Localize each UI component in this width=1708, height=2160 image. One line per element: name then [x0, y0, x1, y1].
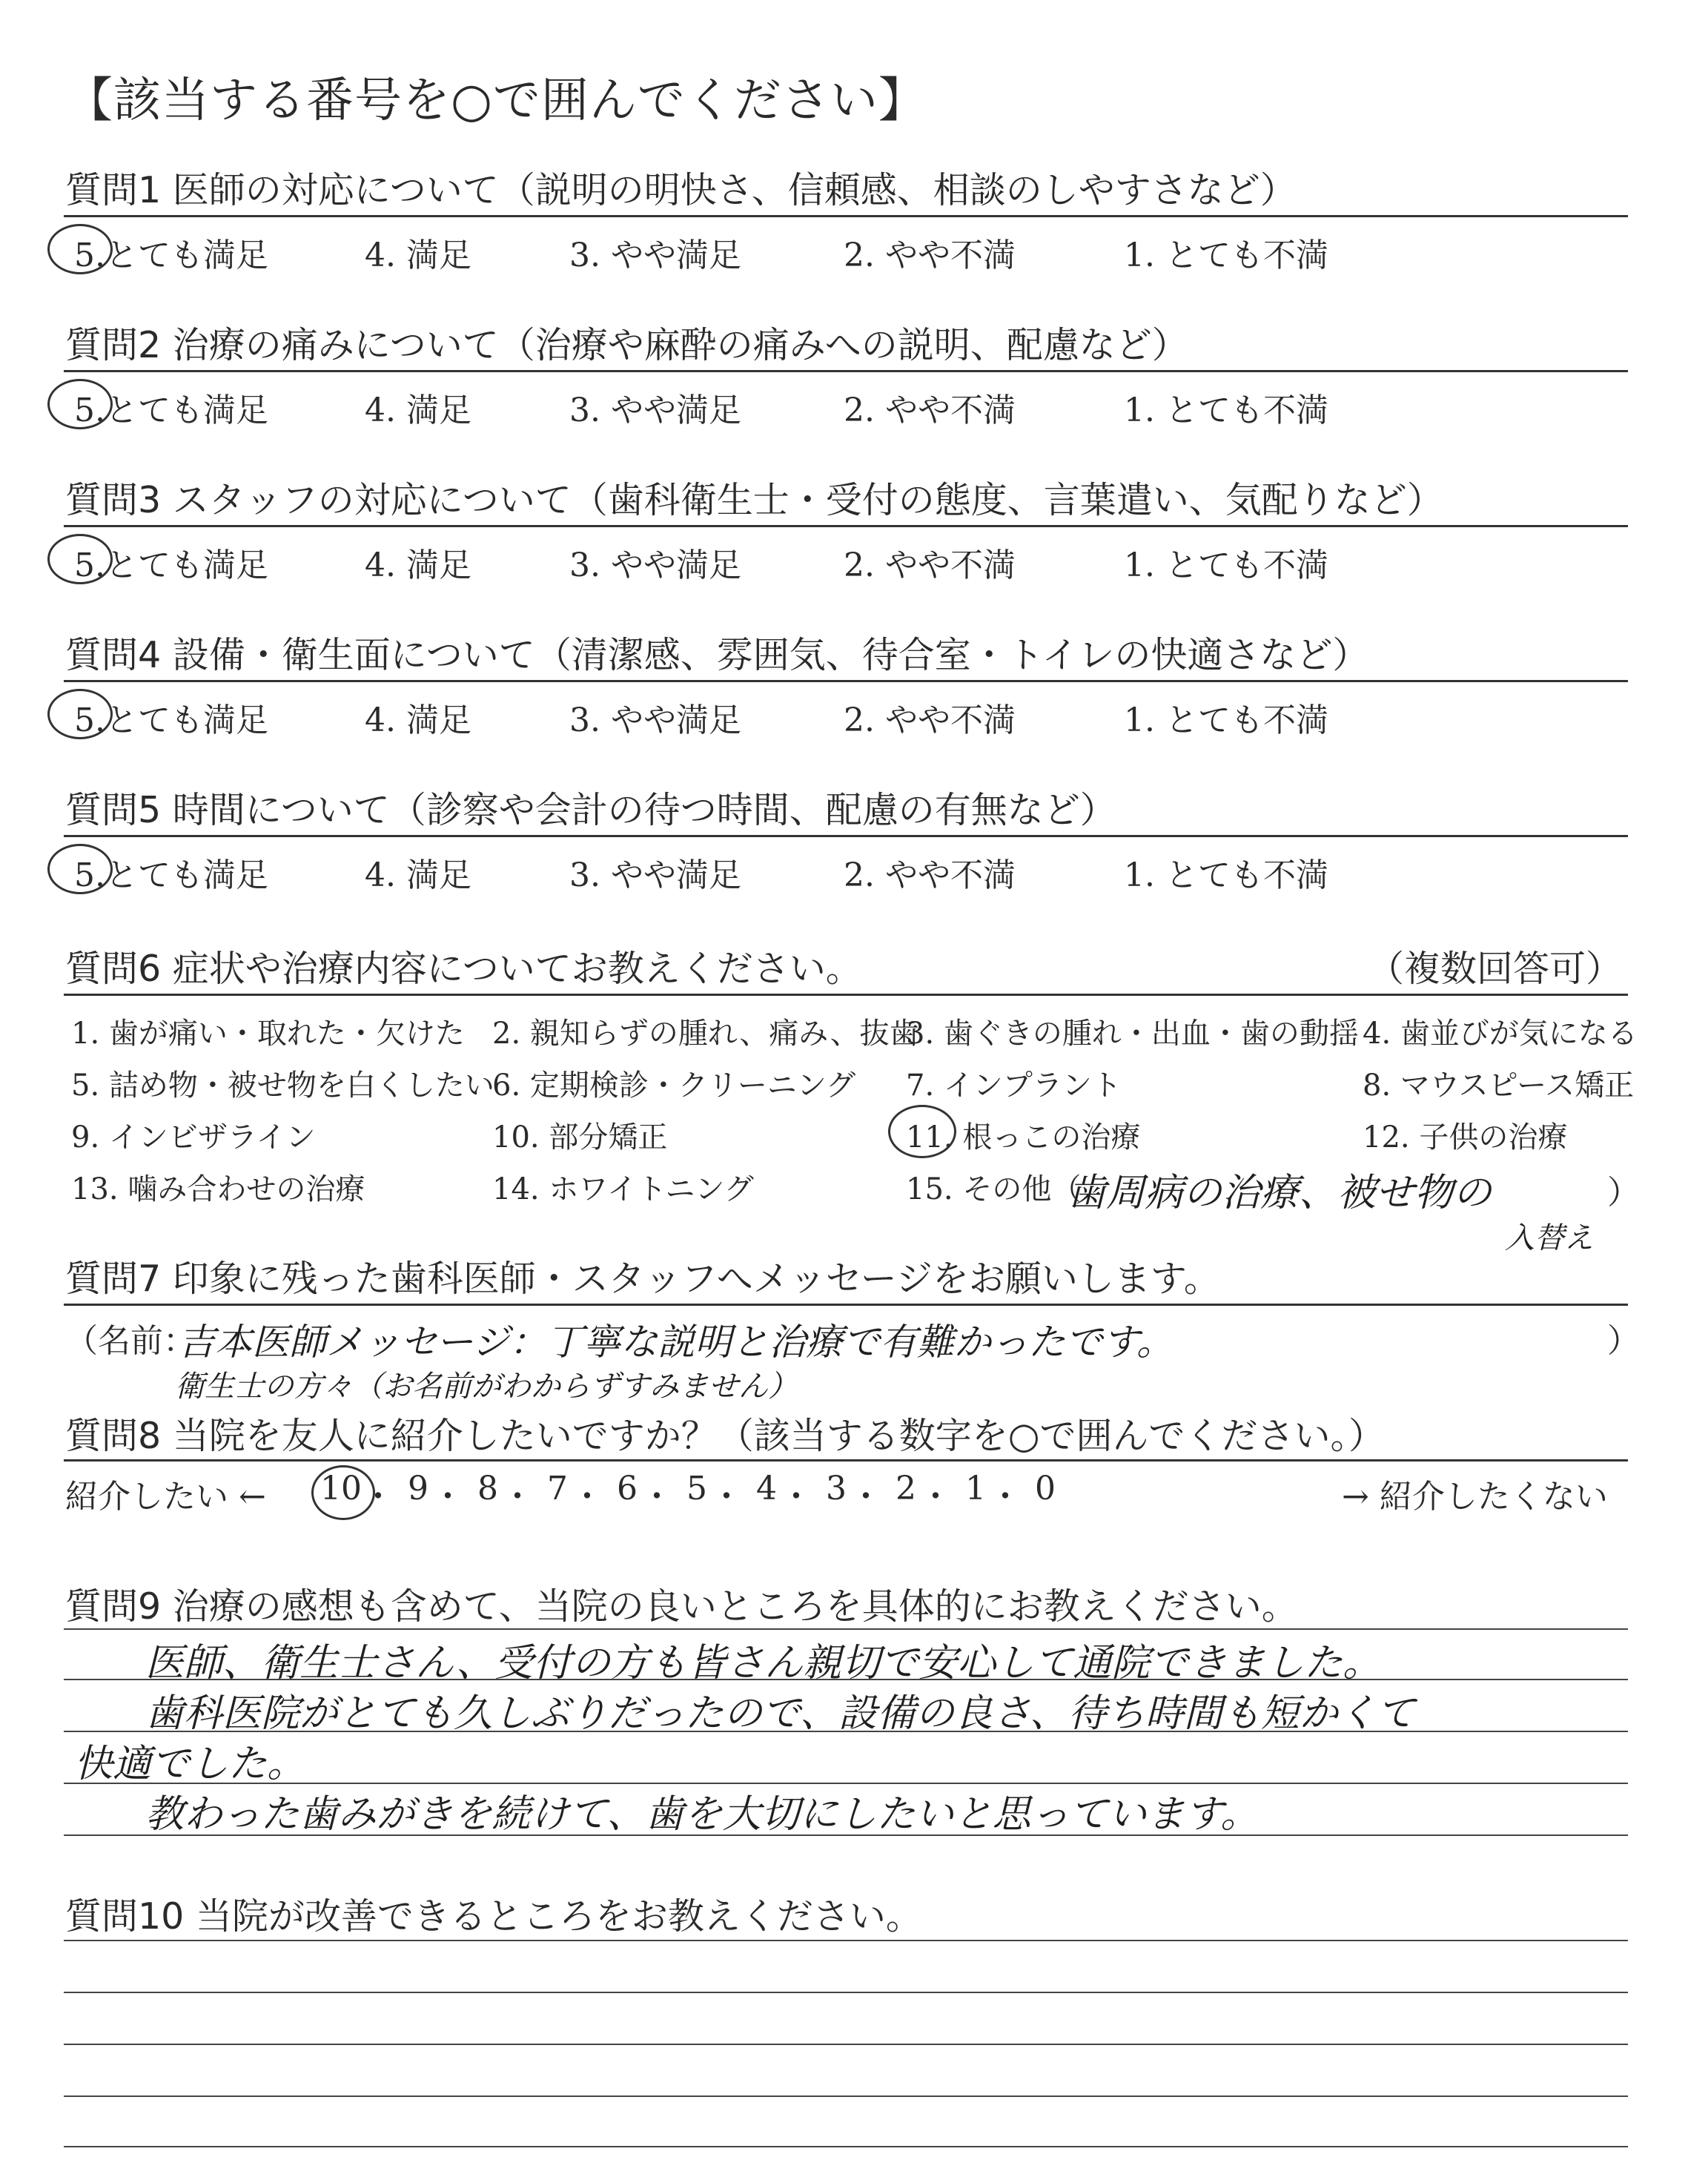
q4-rule [64, 680, 1628, 682]
q3-rule [64, 525, 1628, 527]
q10-rule [64, 2146, 1628, 2147]
q2-option-3[interactable]: 3. やや満足 [569, 392, 741, 429]
q8-scale-separator: ・ [640, 1478, 673, 1516]
q8-title: 質問8 当院を友人に紹介したいですか？（該当する数字を○で囲んでください。） [65, 1415, 1386, 1457]
q8-scale-separator: ・ [780, 1478, 812, 1516]
q6-title: 質問6 症状や治療内容についてお教えください。 [65, 948, 862, 990]
q2-option-4[interactable]: 4. 満足 [365, 392, 471, 429]
q6-option-7[interactable]: 7. インプラント [906, 1069, 1122, 1103]
q6-option-11[interactable]: 11. 根っこの治療 [906, 1120, 1141, 1155]
q10-rule [64, 1992, 1628, 1993]
q9-handwritten-line: 快適でした。 [74, 1742, 306, 1786]
q7-handwritten-line2: 衛生士の方々（お名前がわからずすみません） [175, 1370, 798, 1404]
q7-title: 質問7 印象に残った歯科医師・スタッフへメッセージをお願いします。 [65, 1258, 1220, 1300]
q5-selection-circle [47, 844, 113, 894]
q6-rule [64, 994, 1628, 996]
q4-selection-circle [47, 689, 113, 739]
q8-scale-separator: ・ [362, 1478, 394, 1516]
q10-rule [64, 2095, 1628, 2097]
q1-option-3[interactable]: 3. やや満足 [569, 237, 741, 274]
q5-rule [64, 835, 1628, 837]
q2-option-2[interactable]: 2. やや不満 [844, 392, 1016, 429]
q10-title: 質問10 当院が改善できるところをお教えください。 [65, 1895, 922, 1938]
q3-title: 質問3 スタッフの対応について（歯科衛生士・受付の態度、言葉遣い、気配りなど） [65, 479, 1443, 521]
q4-title: 質問4 設備・衛生面について（清潔感、雰囲気、待合室・トイレの快適さなど） [65, 634, 1369, 676]
q6-option-3[interactable]: 3. 歯ぐきの腫れ・出血・歯の動揺 [906, 1017, 1359, 1051]
q3-option-1[interactable]: 1. とても不満 [1124, 546, 1328, 584]
q9-rule [64, 1628, 1628, 1630]
q6-option-15[interactable]: 15. その他（ [906, 1172, 1082, 1206]
q6-option-4[interactable]: 4. 歯並びが気になる [1363, 1017, 1638, 1051]
q8-scale-separator: ・ [919, 1478, 952, 1516]
q9-handwritten-line: 教わった歯みがきを続けて、歯を大切にしたいと思っています。 [145, 1792, 1260, 1837]
q2-rule [64, 370, 1628, 372]
q6-other-paren-close: ） [1607, 1174, 1640, 1212]
q3-option-5[interactable]: 5.とても満足 [74, 546, 268, 584]
q6-option-8[interactable]: 8. マウスピース矯正 [1363, 1069, 1635, 1103]
q6-other-handwritten-2: 入替え [1505, 1221, 1594, 1255]
q8-scale-7[interactable]: 7 [547, 1470, 568, 1507]
q5-title: 質問5 時間について（診察や会計の待つ時間、配慮の有無など） [65, 789, 1116, 831]
q10-rule [64, 1940, 1628, 1941]
q8-scale-8[interactable]: 8 [477, 1470, 498, 1507]
q2-title: 質問2 治療の痛みについて（治療や麻酔の痛みへの説明、配慮など） [65, 324, 1188, 366]
q3-option-3[interactable]: 3. やや満足 [569, 546, 741, 584]
q1-option-5[interactable]: 5.とても満足 [74, 237, 268, 274]
q8-scale-separator: ・ [850, 1478, 882, 1516]
q10-rule [64, 2044, 1628, 2045]
q3-selection-circle [47, 534, 113, 584]
q1-title: 質問1 医師の対応について（説明の明快さ、信頼感、相談のしやすさなど） [65, 169, 1297, 211]
q1-option-2[interactable]: 2. やや不満 [844, 237, 1016, 274]
q3-option-2[interactable]: 2. やや不満 [844, 546, 1016, 584]
q6-note: （複数回答可） [1368, 948, 1623, 990]
q4-option-5[interactable]: 5.とても満足 [74, 701, 268, 739]
q6-option-12[interactable]: 12. 子供の治療 [1363, 1120, 1568, 1155]
q2-selection-circle [47, 379, 113, 429]
q1-option-4[interactable]: 4. 満足 [365, 237, 471, 274]
q7-name-close: ） [1607, 1322, 1640, 1360]
q8-scale-separator: ・ [501, 1478, 534, 1516]
q5-option-2[interactable]: 2. やや不満 [844, 856, 1016, 894]
q1-option-1[interactable]: 1. とても不満 [1124, 237, 1328, 274]
q6-option-5[interactable]: 5. 詰め物・被せ物を白くしたい [71, 1069, 494, 1103]
q8-scale-1[interactable]: 1 [965, 1470, 986, 1507]
q8-scale-separator: ・ [571, 1478, 603, 1516]
q4-option-3[interactable]: 3. やや満足 [569, 701, 741, 739]
q7-handwritten-line1: 吉本医師メッセージ：丁寧な説明と治療で有難かったです。 [178, 1321, 1174, 1364]
q8-scale-9[interactable]: 9 [408, 1470, 428, 1507]
q1-selection-circle [47, 224, 113, 274]
q8-scale-10[interactable]: 10 [320, 1470, 362, 1507]
q8-rule [64, 1459, 1628, 1462]
q6-selection-circle [888, 1105, 956, 1158]
q5-option-5[interactable]: 5.とても満足 [74, 856, 268, 894]
q8-scale-separator: ・ [989, 1478, 1022, 1516]
q4-option-2[interactable]: 2. やや不満 [844, 701, 1016, 739]
q9-handwritten-line: 歯科医院がとても久しぶりだったので、設備の良さ、待ち時間も短かくて [145, 1691, 1415, 1736]
q4-option-1[interactable]: 1. とても不満 [1124, 701, 1328, 739]
q8-scale-4[interactable]: 4 [756, 1470, 777, 1507]
q6-option-10[interactable]: 10. 部分矯正 [492, 1120, 668, 1155]
q9-title: 質問9 治療の感想も含めて、当院の良いところを具体的にお教えください。 [65, 1585, 1298, 1628]
q8-scale-6[interactable]: 6 [617, 1470, 638, 1507]
q9-handwritten-line: 医師、衛生士さん、受付の方も皆さん親切で安心して通院できました。 [145, 1641, 1382, 1685]
q1-rule [64, 215, 1628, 217]
q5-option-4[interactable]: 4. 満足 [365, 856, 471, 894]
q8-scale-3[interactable]: 3 [826, 1470, 847, 1507]
q6-other-handwritten: 歯周病の治療、被せ物の [1068, 1171, 1492, 1215]
q6-option-9[interactable]: 9. インビザライン [71, 1120, 316, 1155]
q6-option-1[interactable]: 1. 歯が痛い・取れた・欠けた [71, 1017, 465, 1051]
q7-name-label: （名前： [65, 1322, 196, 1360]
q6-option-13[interactable]: 13. 噛み合わせの治療 [71, 1172, 365, 1206]
q8-scale-5[interactable]: 5 [686, 1470, 707, 1507]
q6-option-2[interactable]: 2. 親知らずの腫れ、痛み、抜歯 [492, 1017, 919, 1051]
q2-option-5[interactable]: 5.とても満足 [74, 392, 268, 429]
q2-option-1[interactable]: 1. とても不満 [1124, 392, 1328, 429]
q5-option-3[interactable]: 3. やや満足 [569, 856, 741, 894]
q8-left-label: 紹介したい ← [65, 1478, 266, 1516]
q4-option-4[interactable]: 4. 満足 [365, 701, 471, 739]
q8-scale-separator: ・ [431, 1478, 464, 1516]
q8-scale-0[interactable]: 0 [1035, 1470, 1056, 1507]
q3-option-4[interactable]: 4. 満足 [365, 546, 471, 584]
q8-scale-separator: ・ [710, 1478, 743, 1516]
q8-scale-2[interactable]: 2 [896, 1470, 916, 1507]
q7-rule [64, 1304, 1628, 1306]
q8-right-label: → 紹介したくない [1342, 1478, 1608, 1516]
q8-selection-circle [311, 1465, 375, 1520]
q6-option-6[interactable]: 6. 定期検診・クリーニング [492, 1069, 856, 1103]
q6-option-14[interactable]: 14. ホワイトニング [492, 1172, 754, 1206]
q5-option-1[interactable]: 1. とても不満 [1124, 856, 1328, 894]
form-heading: 【該当する番号を○で囲んでください】 [65, 73, 927, 128]
